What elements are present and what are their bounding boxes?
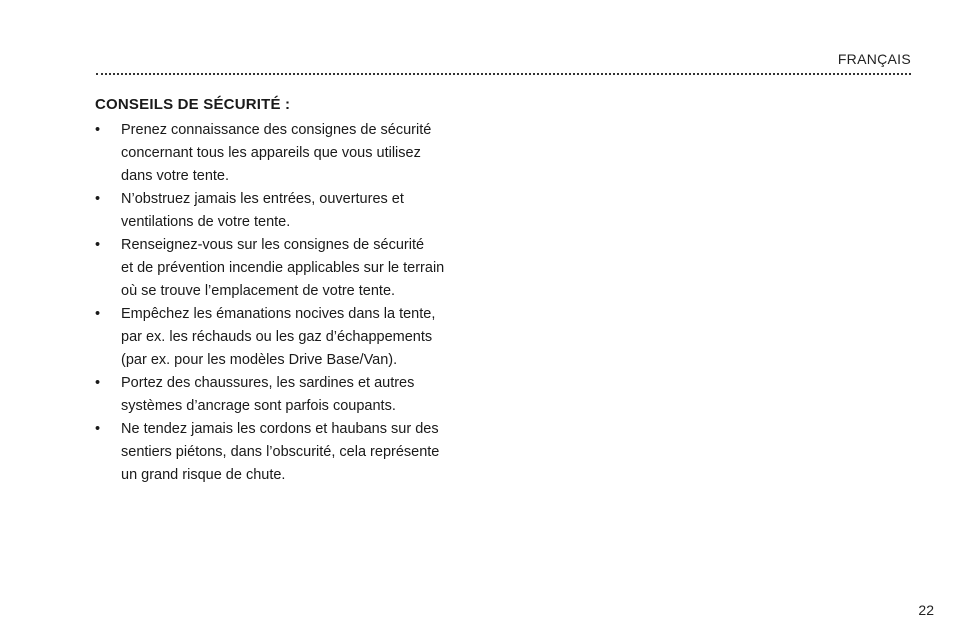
list-item-line: et de prévention incendie applicables sur le terrain [121, 260, 445, 276]
list-item-line: N’obstruez jamais les entrées, ouvertures et [121, 191, 404, 207]
list-item [95, 303, 505, 372]
list-item-line: ventilations de votre tente. [121, 214, 291, 230]
list-item-line: où se trouve l’emplacement de votre tente. [121, 283, 396, 299]
dotted-divider [96, 73, 911, 75]
list-item-line: un grand risque de chute. [121, 467, 286, 483]
page-number: 22 [918, 602, 934, 618]
list-item-line: Renseignez-vous sur les consignes de sécurité [121, 237, 425, 253]
list-item-line: Prenez connaissance des consignes de sécurité [121, 122, 432, 138]
list-item-line: dans votre tente. [121, 168, 230, 184]
list-item [95, 418, 505, 487]
bullet-icon: • [95, 421, 101, 437]
list-item [95, 234, 505, 303]
bullet-icon: • [95, 306, 101, 322]
list-item [95, 119, 505, 188]
list-item-line: sentiers piétons, dans l’obscurité, cela représente [121, 444, 440, 460]
list-item-line: (par ex. pour les modèles Drive Base/Van). [121, 352, 398, 368]
bullet-icon: • [95, 375, 101, 391]
list-item-line: Ne tendez jamais les cordons et haubans sur des [121, 421, 439, 437]
list-item-line: concernant tous les appareils que vous utilisez [121, 145, 421, 161]
bullet-icon: • [95, 191, 101, 207]
safety-tips-list [95, 119, 505, 487]
bullet-icon: • [95, 122, 101, 138]
list-item-line: systèmes d’ancrage sont parfois coupants. [121, 398, 396, 414]
list-item [95, 372, 505, 418]
list-item-line: Portez des chaussures, les sardines et autres [121, 375, 415, 391]
list-item-line: Empêchez les émanations nocives dans la tente, [121, 306, 436, 322]
section-heading: CONSEILS DE SÉCURITÉ : [95, 96, 291, 113]
bullet-icon: • [95, 237, 101, 253]
list-item-line: par ex. les réchauds ou les gaz d’échappements [121, 329, 433, 345]
language-label: FRANÇAIS [837, 51, 911, 67]
list-item [95, 188, 505, 234]
